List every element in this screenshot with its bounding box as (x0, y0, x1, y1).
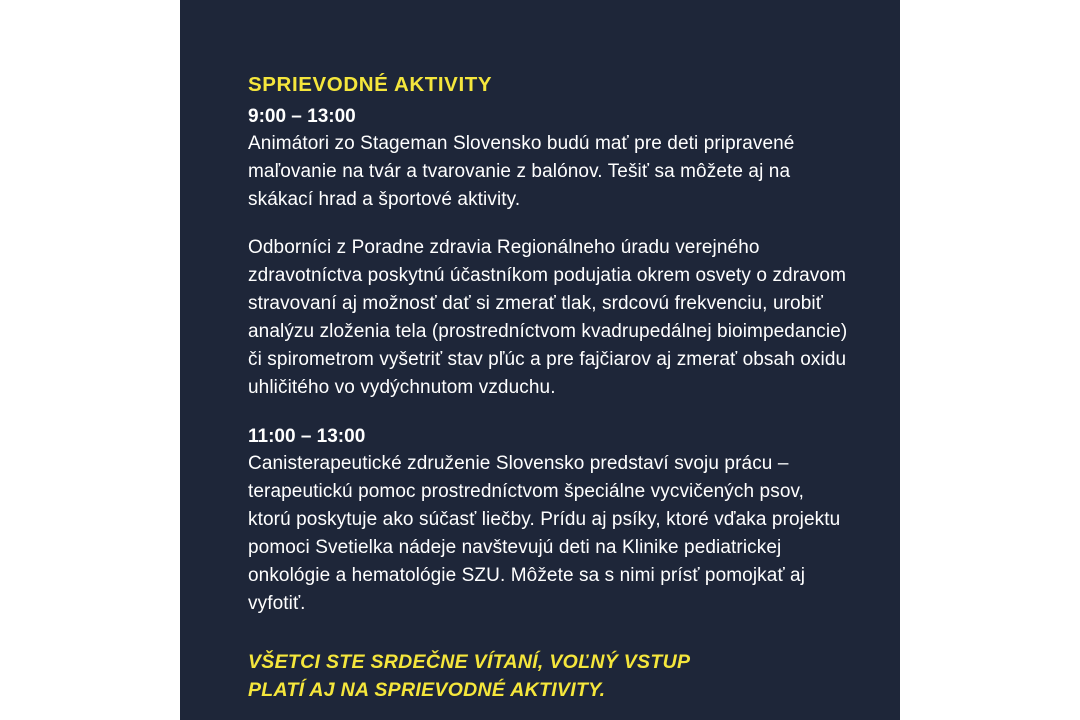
schedule-section-morning (248, 104, 848, 402)
section-paragraph: Canisterapeutické združenie Slovensko predstaví svoju prácu – terapeutickú pomoc prostredníctvom špeciálne vycvičených psov, ktorú poskytuje ako súčasť liečby. Prídu aj psíky, ktoré vďaka projektu pomoci Svetielka nádeje navštevujú deti na Klinike pediatrickej onkológie a hematológie SZU. Môžete sa s nimi prísť pomojkať aj vyfotiť. (248, 453, 841, 614)
section-time-label: 11:00 – 13:00 (248, 425, 366, 447)
footer-note (248, 648, 848, 705)
section-time-label: 9:00 – 13:00 (248, 105, 356, 127)
schedule-section-midday (248, 424, 848, 618)
poster-panel (180, 0, 900, 720)
footer-line-1: VŠETCI STE SRDEČNE VÍTANÍ, VOĽNÝ VSTUP (248, 650, 691, 673)
footer-line-2: PLATÍ AJ NA SPRIEVODNÉ AKTIVITY. (248, 679, 606, 701)
section-paragraph: Odborníci z Poradne zdravia Regionálneho úradu verejného zdravotníctva poskytnú účastníkom podujatia okrem osvety o zdravom stravovaní aj možnosť dať si zmerať tlak, srdcovú frekvenciu, urobiť analýzu zloženia tela (prostredníctvom kvadrupedálnej bioimpedancie) či spirometrom vyšetriť stav pľúc a pre fajčiarov aj zmerať obsah oxidu uhličitého vo vydýchnutom vzduchu. (248, 237, 848, 398)
section-paragraph: Animátori zo Stageman Slovensko budú mať pre deti pripravené maľovanie na tvár a tvarovanie z balónov. Tešiť sa môžete aj na skákací hrad a športové aktivity. (248, 133, 795, 211)
poster-content (248, 72, 848, 704)
page-title: SPRIEVODNÉ AKTIVITY (248, 73, 493, 96)
